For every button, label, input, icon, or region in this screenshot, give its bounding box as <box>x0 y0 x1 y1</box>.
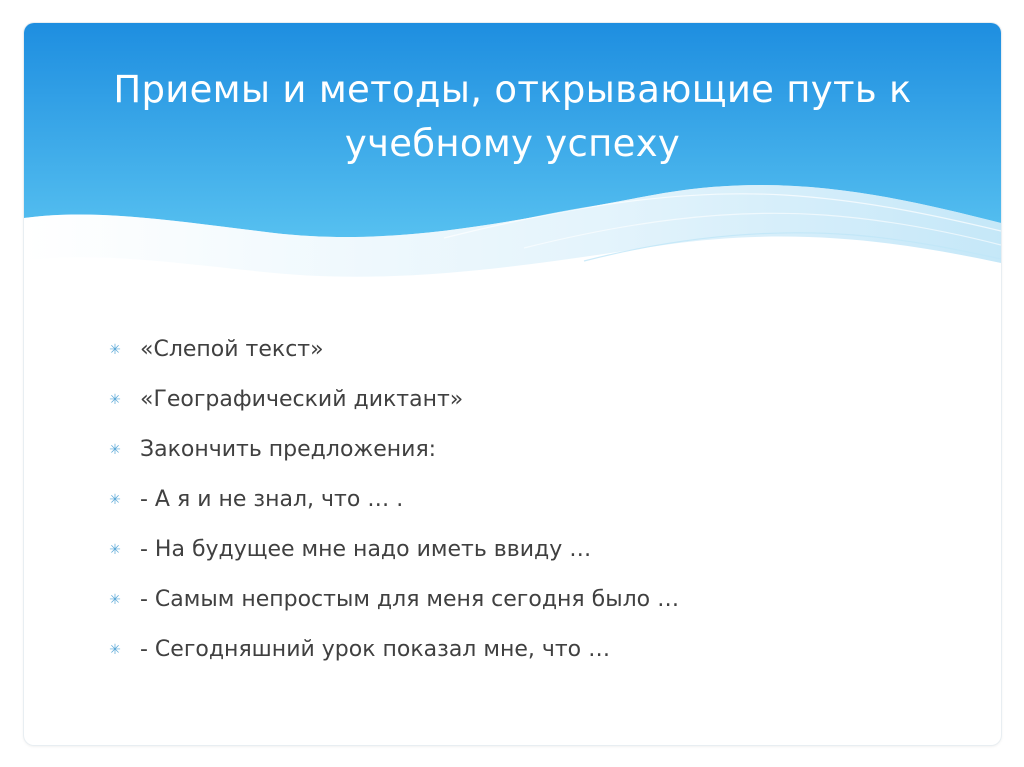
list-item <box>106 475 966 525</box>
asterisk-bullet-icon: ✳ <box>109 342 121 358</box>
list-item <box>106 525 966 575</box>
list-item <box>106 575 966 625</box>
slide-title-line-2: учебному успеху <box>344 122 681 165</box>
bullet-text: - А я и не знал, что … . <box>140 487 404 512</box>
asterisk-bullet-icon: ✳ <box>109 592 121 608</box>
list-item <box>106 425 966 475</box>
list-item <box>106 325 966 375</box>
slide <box>24 23 1001 745</box>
bullet-text: - На будущее мне надо иметь ввиду … <box>140 537 592 562</box>
asterisk-bullet-icon: ✳ <box>109 442 121 458</box>
list-item <box>106 625 966 675</box>
bullet-text: «Слепой текст» <box>140 337 324 362</box>
bullet-list <box>106 325 966 675</box>
asterisk-bullet-icon: ✳ <box>109 392 121 408</box>
bullet-text: «Географический диктант» <box>140 387 464 412</box>
asterisk-bullet-icon: ✳ <box>109 492 121 508</box>
list-item <box>106 375 966 425</box>
slide-title-line-1: Приемы и методы, открывающие путь к <box>113 68 912 111</box>
bullet-text: Закончить предложения: <box>140 437 437 462</box>
asterisk-bullet-icon: ✳ <box>109 542 121 558</box>
bullet-text: - Сегодняшний урок показал мне, что … <box>140 637 611 662</box>
bullet-text: - Самым непростым для меня сегодня было … <box>140 587 680 612</box>
slide-title <box>24 63 1001 171</box>
asterisk-bullet-icon: ✳ <box>109 642 121 658</box>
